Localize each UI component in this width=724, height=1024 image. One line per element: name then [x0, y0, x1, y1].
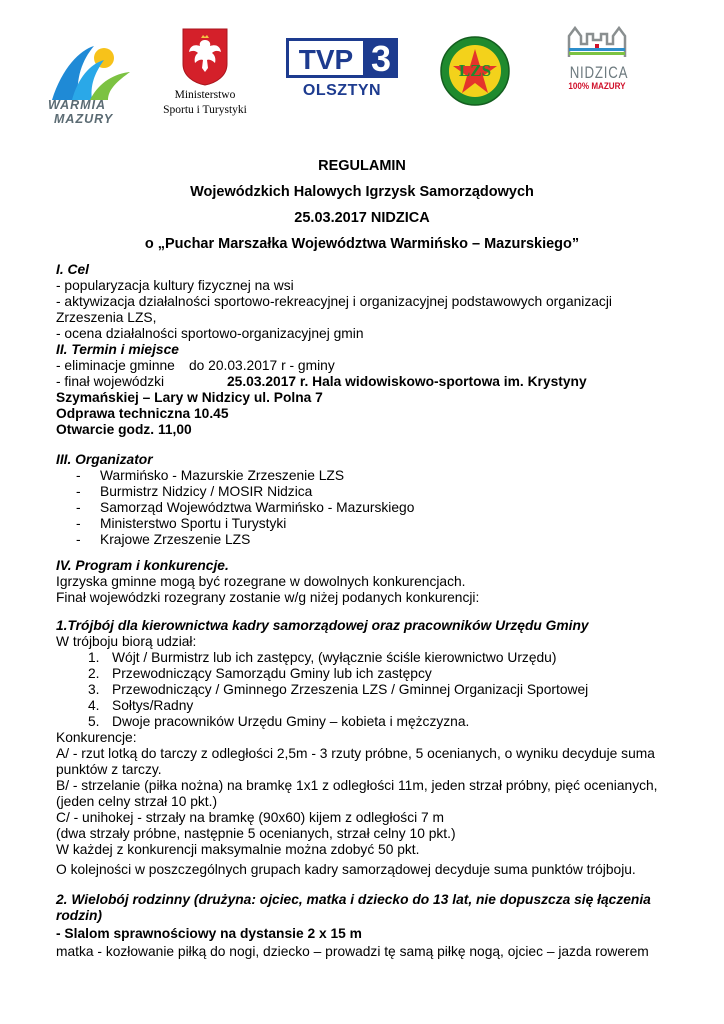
lzs-emblem-icon	[440, 36, 510, 106]
nidzica-logo	[562, 24, 632, 104]
competition-line: C/ - unihokej - strzały na bramkę (90x60) kijem z odległości 7 m	[56, 810, 444, 825]
document-date-place: 25.03.2017 NIDZICA	[294, 210, 430, 226]
event2-line: matka - kozłowanie piłką do nogi, dziecko – prowadzi tę samą piłkę nogą, ojciec – jazda rowerem	[56, 944, 649, 959]
elimination-value: do 20.03.2017 r - gminy	[189, 358, 335, 373]
competition-line: W każdej z konkurencji maksymalnie można zdobyć 50 pkt.	[56, 842, 420, 857]
tvp-channel: 3	[370, 38, 392, 79]
section2-heading: II. Termin i miejsce	[56, 342, 179, 357]
participant-item: 3. Przewodniczący / Gminnego Zrzeszenia LZS / Gminnej Organizacji Sportowej	[88, 682, 589, 697]
document-cup-name: o „Puchar Marszałka Województwa Warmińsko – Mazurskiego”	[144, 236, 580, 252]
organizer-item: - Samorząd Województwa Warmińsko - Mazurskiego	[76, 500, 415, 515]
final-value-cont: Szymańskiej – Lary w Nidzicy ul. Polna 7	[56, 390, 323, 405]
section4-heading: IV. Program i konkurencje.	[56, 558, 229, 573]
competition-line: O kolejności w poszczególnych grupach kadry samorządowej decyduje suma punktów trójboju.	[56, 862, 636, 877]
competition-line: A/ - rzut lotką do tarczy z odległości 2,5m - 3 rzuty próbne, 5 ocenianych, o wyniku decyduje suma	[56, 746, 655, 761]
section4-line: Finał wojewódzki rozegrany zostanie w/g niżej podanych konkurencji:	[56, 590, 480, 605]
polish-eagle-crest-icon	[182, 28, 228, 86]
participant-text: Sołtys/Radny	[112, 698, 194, 713]
event1-intro: W trójboju biorą udział:	[56, 634, 197, 649]
participant-item: 1. Wójt / Burmistrz lub ich zastępcy, (wyłącznie ściśle kierownictwo Urzędu)	[88, 650, 557, 665]
section1-line: Zrzeszenia LZS,	[56, 310, 157, 325]
competition-line: B/ - strzelanie (piłka nożna) na bramkę 1x1 z odległości 11m, jeden strzał próbny, pięć ocenianych,	[56, 778, 658, 793]
nidzica-castle-icon	[565, 24, 629, 58]
section1-line: - popularyzacja kultury fizycznej na wsi	[56, 278, 294, 293]
competition-line: (jeden celny strzał 10 pkt.)	[56, 794, 218, 809]
lzs-text: LZS	[458, 61, 492, 80]
document-title: REGULAMIN	[318, 158, 406, 174]
organizer-item: - Warmińsko - Mazurskie Zrzeszenie LZS	[76, 468, 345, 483]
participant-item: 5. Dwoje pracowników Urzędu Gminy – kobieta i mężczyzna.	[88, 714, 470, 729]
section1-line: - aktywizacja działalności sportowo-rekreacyjnej i organizacyjnej podstawowych organizacji	[56, 294, 612, 309]
tvp3-olsztyn-logo	[286, 38, 398, 104]
event2-heading: 2. Wielobój rodzinny (drużyna: ojciec, matka i dziecko do 13 lat, nie dopuszcza się łączenia	[56, 892, 651, 907]
event1-heading: 1.Trójbój dla kierownictwa kadry samorządowej oraz pracowników Urzędu Gminy	[56, 618, 589, 633]
competitions-label: Konkurencje:	[56, 730, 137, 745]
section3-heading: III. Organizator	[56, 452, 153, 467]
organizer-name: Warmińsko - Mazurskie Zrzeszenie LZS	[100, 468, 345, 483]
final-value: 25.03.2017 r. Hala widowiskowo-sportowa im. Krystyny	[227, 374, 587, 389]
warmia-mazury-logo	[42, 38, 137, 133]
warmia-line1: WARMIA	[48, 98, 107, 112]
final-label: - finał wojewódzki	[56, 374, 165, 389]
section1-line: - ocena działalności sportowo-organizacyjnej gmin	[56, 326, 364, 341]
participant-text: Przewodniczący / Gminnego Zrzeszenia LZS / Gminnej Organizacji Sportowej	[112, 682, 589, 697]
section1-heading: I. Cel	[56, 262, 89, 277]
nidzica-tagline: 100% MAZURY	[568, 81, 626, 92]
participant-text: Wójt / Burmistrz lub ich zastępcy, (wyłącznie ściśle kierownictwo Urzędu)	[112, 650, 557, 665]
ministry-line2: Sportu i Turystyki	[163, 104, 247, 116]
nidzica-name: NIDZICA	[569, 63, 629, 82]
organizer-name: Ministerstwo Sportu i Turystyki	[100, 516, 287, 531]
briefing-time: Odprawa techniczna 10.45	[56, 406, 229, 421]
organizer-item: - Krajowe Zrzeszenie LZS	[76, 532, 251, 547]
participant-text: Dwoje pracowników Urzędu Gminy – kobieta i mężczyzna.	[112, 714, 470, 729]
tvp-city: OLSZTYN	[302, 82, 382, 99]
section4-line: Igrzyska gminne mogą być rozegrane w dowolnych konkurencjach.	[56, 574, 466, 589]
opening-time: Otwarcie godz. 11,00	[56, 422, 192, 437]
event2-subheading: - Slalom sprawnościowy na dystansie 2 x 15 m	[56, 926, 362, 941]
event2-heading-cont: rodzin)	[56, 908, 102, 923]
competition-line: (dwa strzały próbne, następnie 5 ocenianych, strzał celny 10 pkt.)	[56, 826, 456, 841]
lzs-logo	[440, 36, 510, 106]
organizer-item: - Burmistrz Nidzicy / MOSIR Nidzica	[76, 484, 313, 499]
organizer-name: Samorząd Województwa Warmińsko - Mazurskiego	[100, 500, 415, 515]
organizer-name: Burmistrz Nidzicy / MOSIR Nidzica	[100, 484, 313, 499]
organizer-item: - Ministerstwo Sportu i Turystyki	[76, 516, 287, 531]
participant-item: 4. Sołtys/Radny	[88, 698, 194, 713]
document-subtitle: Wojewódzkich Halowych Igrzysk Samorządowych	[190, 184, 534, 200]
warmia-line2: MAZURY	[54, 112, 114, 126]
elimination-label: - eliminacje gminne	[56, 358, 175, 373]
participant-item: 2. Przewodniczący Samorządu Gminy lub ich zastępcy	[88, 666, 432, 681]
organizer-name: Krajowe Zrzeszenie LZS	[100, 532, 251, 547]
ministry-line1: Ministerstwo	[174, 89, 236, 101]
participant-text: Przewodniczący Samorządu Gminy lub ich zastępcy	[112, 666, 432, 681]
tvp3-badge-icon	[286, 38, 398, 80]
tvp-brand: TVP	[298, 44, 354, 75]
ministry-logo	[150, 28, 260, 128]
competition-line: punktów z tarczy.	[56, 762, 162, 777]
